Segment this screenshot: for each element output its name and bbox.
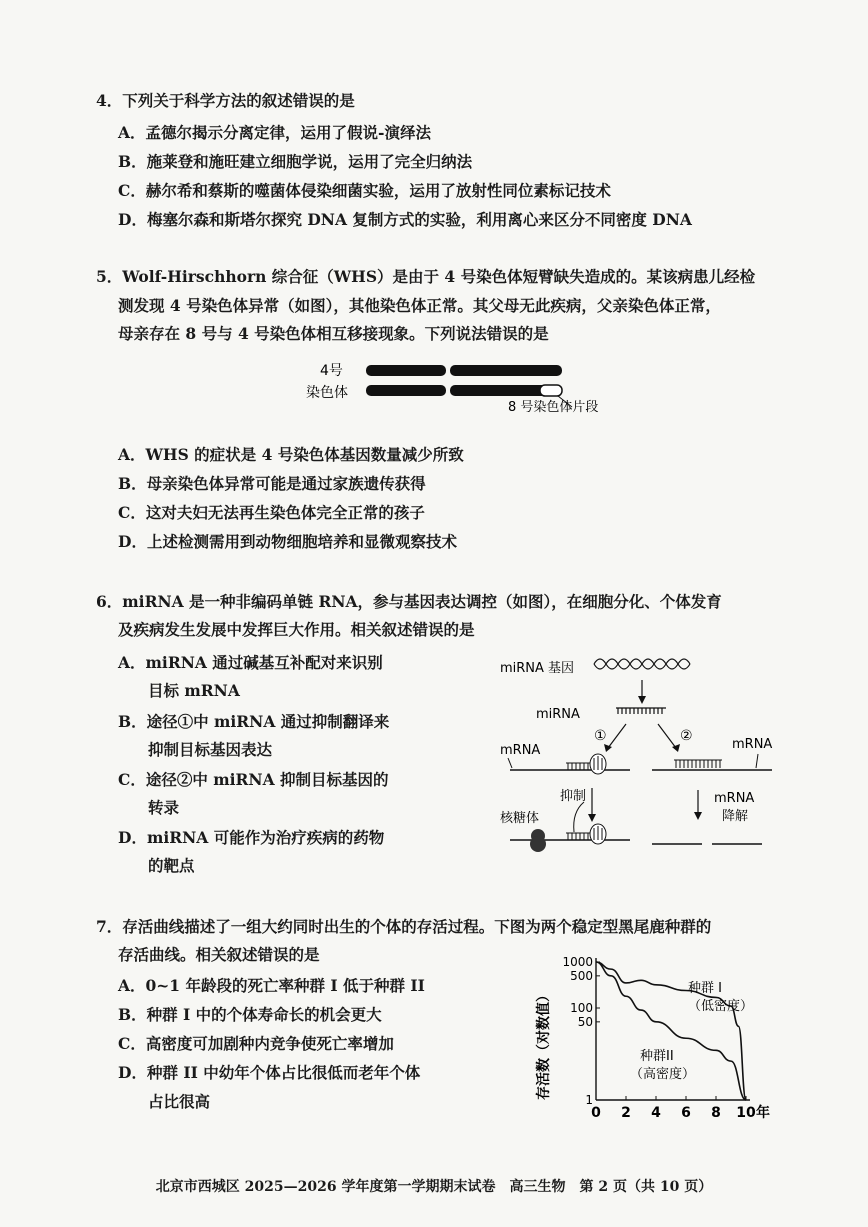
series-label-1: 种群 I [688,981,722,996]
q4-option-a: A．孟德尔揭示分离定律，运用了假说-演绎法 [118,123,431,142]
mirna-strand-icon [616,708,666,714]
page-footer: 北京市西城区 2025—2026 学年度第一学期期末试卷 高三生物 第 2 页（共 10 页） [155,1179,713,1195]
q6-option-a-cont: 目标 mRNA [148,681,240,700]
q6-option-a: A．miRNA 通过碱基互补配对来识别 [118,653,383,672]
mrna-left-label: mRNA [500,743,541,758]
y-axis-label: 存活数（对数值） [536,988,552,1100]
ribosome-label: 核糖体 [500,811,540,826]
path-2-label: ② [680,728,693,744]
series-label-2: 种群II [640,1049,674,1064]
chromosome-normal [366,365,562,376]
mirna-gene-label: miRNA 基因 [500,661,575,676]
q4-option-c: C．赫尔希和蔡斯的噬菌体侵染细菌实验，运用了放射性同位素标记技术 [118,181,611,200]
x-tick-label: 6 [681,1105,691,1121]
mirna-bound-left-icon [566,754,606,774]
series-sublabel-1: （低密度） [688,999,754,1014]
y-tick-label: 1 [585,1093,593,1107]
q6-option-d: D．miRNA 可能作为治疗疾病的药物 [118,828,385,847]
x-tick-label: 0 [591,1105,601,1121]
q5-option-d: D．上述检测需用到动物细胞培养和显微观察技术 [118,532,457,551]
q7-option-d-cont: 占比很高 [148,1092,211,1111]
chromosome-label-bottom: 染色体 [306,385,348,401]
q7-stem-line-1: 7．存活曲线描述了一组大约同时出生的个体的存活过程。下图为两个稳定型黑尾鹿种群的 [96,917,712,936]
y-tick-label: 50 [577,1014,593,1029]
q6-option-c-cont: 转录 [148,798,180,817]
q5-option-b: B．母亲染色体异常可能是通过家族遗传获得 [118,474,426,493]
mirna-label: miRNA [536,707,580,722]
q6-stem-line-2: 及疾病发生发展中发挥巨大作用。相关叙述错误的是 [118,620,475,639]
series-sublabel-2: （高密度） [630,1067,696,1082]
q7-stem-line-2: 存活曲线。相关叙述错误的是 [118,945,320,964]
q4-stem: 4．下列关于科学方法的叙述错误的是 [96,91,355,110]
q6-stem-line-1: 6．miRNA 是一种非编码单链 RNA，参与基因表达调控（如图），在细胞分化、个体发育 [96,592,722,611]
q6-option-d-cont: 的靶点 [148,856,195,875]
q4-option-d: D．梅塞尔森和斯塔尔探究 DNA 复制方式的实验，利用离心来区分不同密度 DNA [118,210,692,229]
chromosome-figure [290,355,650,425]
chromosome-abnormal [366,385,562,396]
q5-stem-line-2: 测发现 4 号染色体异常（如图），其他染色体正常。其父母无此疾病，父亲染色体正常， [118,296,721,315]
mrna-right-label: mRNA [732,737,773,752]
y-tick-label: 1000 [562,955,593,969]
y-tick-label: 500 [570,968,593,983]
degrade-label-2: 降解 [722,809,749,824]
x-tick-label: 8 [711,1105,721,1121]
mirna-bound-translation-icon [566,824,606,844]
q5-stem-line-1: 5．Wolf-Hirschhorn 综合征（WHS）是由于 4 号染色体短臂缺失造成的。某该病患儿经检 [96,267,756,286]
q5-stem-line-3: 母亲存在 8 号与 4 号染色体相互移接现象。下列说法错误的是 [118,324,549,343]
y-tick-label: 100 [570,1001,593,1015]
dna-helix-icon [594,659,690,669]
q6-option-b-cont: 抑制目标基因表达 [148,740,273,759]
x-tick-label: 2 [621,1105,631,1121]
x-tick-label: 4 [651,1105,661,1121]
x-axis-label: 年 [756,1105,770,1121]
inhibit-label: 抑制 [560,789,587,804]
x-tick-label: 10 [736,1105,756,1121]
path-1-label: ① [594,728,607,744]
q7-option-d: D．种群 II 中幼年个体占比很低而老年个体 [118,1063,421,1082]
q5-option-a: A．WHS 的症状是 4 号染色体基因数量减少所致 [118,445,464,464]
mirna-figure [500,650,800,860]
ribosome-icon [530,829,546,852]
degrade-label-1: mRNA [714,791,755,806]
q5-option-c: C．这对夫妇无法再生染色体完全正常的孩子 [118,503,425,522]
survival-chart [520,950,790,1130]
q6-option-c: C．途径②中 miRNA 抑制目标基因的 [118,770,389,789]
q7-option-c: C．高密度可加剧种内竞争使死亡率增加 [118,1034,394,1053]
fragment-label: 8 号染色体片段 [508,400,599,415]
q7-option-a: A．0~1 年龄段的死亡率种群 I 低于种群 II [118,976,425,995]
q6-option-b: B．途径①中 miRNA 通过抑制翻译来 [118,712,390,731]
q7-option-b: B．种群 I 中的个体寿命长的机会更大 [118,1005,382,1024]
chromosome-label-top: 4号 [320,363,343,379]
q4-option-b: B．施莱登和施旺建立细胞学说，运用了完全归纳法 [118,152,473,171]
mirna-bound-right-icon [674,760,722,768]
